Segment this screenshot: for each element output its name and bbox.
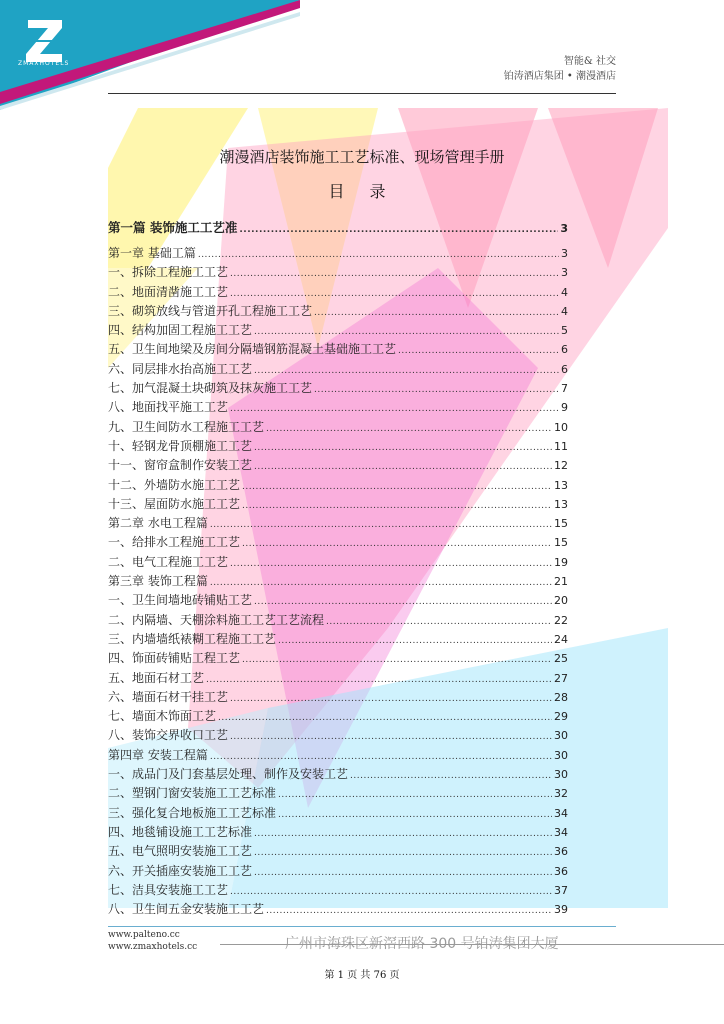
toc-leader-dots: [230, 400, 559, 414]
toc-entry-title: 第一篇 装饰施工工艺准: [108, 220, 238, 235]
toc-entry-title: 二、地面清凿施工工艺: [108, 284, 229, 299]
toc-leader-dots: [350, 767, 552, 781]
toc-entry[interactable]: [108, 360, 568, 379]
toc-leader-dots: [210, 574, 552, 588]
toc-entry[interactable]: [108, 823, 568, 842]
toc-leader-dots: [239, 220, 558, 235]
toc-leader-dots: [326, 613, 552, 627]
toc-leader-dots: [254, 323, 559, 337]
toc-entry[interactable]: [108, 630, 568, 649]
header-right: [504, 54, 616, 84]
toc-entry[interactable]: [108, 398, 568, 417]
toc-leader-dots: [242, 478, 552, 492]
toc-entry-title: 一、卫生间墙地砖铺贴工艺: [108, 593, 253, 608]
toc-entry-page: 4: [561, 304, 568, 318]
page-number: 第 1 页 共 76 页: [324, 970, 400, 981]
toc-leader-dots: [398, 342, 559, 356]
logo-wordmark: ZMAXHOTELS: [18, 60, 70, 67]
toc-leader-dots: [314, 304, 559, 318]
toc-entry-page: 11: [554, 439, 568, 453]
toc-entry-page: 6: [561, 343, 568, 357]
toc-leader-dots: [230, 883, 552, 897]
toc-leader-dots: [254, 593, 552, 607]
toc-entry-page: 19: [554, 555, 568, 569]
toc-entry[interactable]: [108, 495, 568, 514]
toc-entry[interactable]: [108, 437, 568, 456]
toc-entry-title: 四、结构加固工程施工工艺: [108, 323, 253, 338]
toc-leader-dots: [230, 285, 559, 299]
toc-entry[interactable]: [108, 765, 568, 784]
toc-leader-dots: [242, 497, 552, 511]
toc-entry-page: 36: [554, 864, 568, 878]
toc-entry-page: 30: [554, 748, 568, 762]
toc-leader-dots: [230, 555, 552, 569]
toc-entry-page: 30: [554, 768, 568, 782]
toc-entry-title: 二、塑钢门窗安装施工工艺标准: [108, 786, 277, 801]
toc-entry-title: 第一章 基础工篇: [108, 246, 196, 260]
toc-entry[interactable]: [108, 533, 568, 552]
toc-entry-page: 30: [554, 729, 568, 743]
toc-entry-title: 六、墙面石材干挂工艺: [108, 689, 229, 704]
toc-entry[interactable]: [108, 321, 568, 340]
toc-entry-page: 25: [554, 652, 568, 666]
toc-entry-title: 八、卫生间五金安装施工工艺: [108, 902, 265, 917]
toc-entry-title: 一、拆除工程施工工艺: [108, 265, 229, 280]
toc-leader-dots: [278, 806, 552, 820]
toc-entry[interactable]: [108, 881, 568, 900]
toc-entry-title: 八、装饰交界收口工艺: [108, 728, 229, 743]
toc-entry-page: 12: [554, 459, 568, 473]
toc-entry-title: 七、加气混凝土块砌筑及抹灰施工工艺: [108, 381, 313, 396]
footer-divider: [220, 944, 724, 945]
document-title: 潮漫酒店装饰施工工艺标准、现场管理手册: [219, 148, 505, 166]
toc-leader-dots: [206, 671, 552, 685]
toc-entry[interactable]: [108, 263, 568, 282]
toc-entry[interactable]: [108, 340, 568, 359]
toc-leader-dots: [210, 748, 552, 762]
toc-entry[interactable]: [108, 726, 568, 745]
toc-entry-title: 六、开关插座安装施工工艺: [108, 863, 253, 878]
toc-leader-dots: [218, 709, 552, 723]
toc-leader-dots: [242, 651, 552, 665]
toc-entry[interactable]: [108, 418, 568, 437]
toc-entry[interactable]: [108, 669, 568, 688]
toc-entry[interactable]: [108, 302, 568, 321]
toc-entry-page: 9: [561, 401, 568, 415]
toc-entry-title: 八、地面找平施工工艺: [108, 400, 229, 415]
toc-leader-dots: [266, 902, 552, 916]
toc-entry-title: 九、卫生间防水工程施工工艺: [108, 419, 265, 434]
toc-entry[interactable]: [108, 379, 568, 398]
toc-entry[interactable]: [108, 707, 568, 726]
toc-entry-title: 五、卫生间地梁及房间分隔墙钢筋混凝土基础施工工艺: [108, 342, 397, 357]
footer-address: 广州市海珠区新滘西路 300 号铂涛集团大厦: [285, 936, 559, 952]
toc-entry-title: 四、地毯铺设施工工艺标准: [108, 824, 253, 839]
toc-entry-title: 四、饰面砖铺贴工程工艺: [108, 651, 241, 666]
toc-entry[interactable]: [108, 611, 568, 630]
toc-leader-dots: [266, 420, 552, 434]
toc-entry-page: 34: [554, 825, 568, 839]
toc-entry-page: 13: [554, 497, 568, 511]
toc-entry-title: 一、成品门及门套基层处理、制作及安装工艺: [108, 767, 349, 782]
toc-leader-dots: [278, 632, 552, 646]
toc-entry-page: 34: [554, 806, 568, 820]
toc-entry[interactable]: [108, 514, 568, 533]
toc-entry-page: 6: [561, 362, 568, 376]
toc-entry-page: 7: [561, 382, 568, 396]
toc-entry-page: 32: [554, 787, 568, 801]
toc-entry-title: 二、电气工程施工工艺: [108, 554, 229, 569]
toc-entry-title: 十一、窗帘盒制作安装工艺: [108, 458, 253, 473]
toc-entry-title: 六、同层排水抬高施工工艺: [108, 361, 253, 376]
toc-entry-title: 五、地面石材工艺: [108, 670, 205, 685]
header-rule: [108, 93, 616, 94]
toc-entry-title: 十二、外墙防水施工工艺: [108, 477, 241, 492]
toc-entry[interactable]: [108, 862, 568, 881]
toc-entry[interactable]: [108, 900, 568, 919]
toc-entry-title: 第四章 安装工程篇: [108, 747, 208, 762]
toc-entry-page: 28: [554, 690, 568, 704]
toc-entry-page: 15: [554, 517, 568, 531]
footer-url-zmax[interactable]: www.zmaxhotels.cc: [108, 942, 198, 952]
toc-entry[interactable]: [108, 591, 568, 610]
toc-entry-page: 3: [561, 266, 568, 280]
toc-entry-page: 10: [554, 420, 568, 434]
toc-entry[interactable]: [108, 649, 568, 668]
toc-leader-dots: [242, 535, 552, 549]
toc-heading: 目 录: [328, 182, 396, 201]
toc-leader-dots: [210, 516, 552, 530]
toc-entry-title: 七、洁具安装施工工艺: [108, 882, 229, 897]
toc-leader-dots: [314, 381, 559, 395]
toc-leader-dots: [254, 439, 552, 453]
toc-entry[interactable]: [108, 456, 568, 475]
footer-links: [108, 929, 197, 953]
toc-entry-title: 二、内隔墙、天棚涂料施工工艺工艺流程: [108, 612, 325, 627]
toc-entry-title: 第二章 水电工程篇: [108, 516, 208, 531]
toc-entry-page: 36: [554, 845, 568, 859]
toc-entry-title: 五、电气照明安装施工工艺: [108, 844, 253, 859]
toc-entry-page: 24: [554, 632, 568, 646]
toc-entry-title: 七、墙面木饰面工艺: [108, 709, 217, 724]
toc-entry[interactable]: [108, 244, 568, 263]
toc-part-entry[interactable]: [108, 218, 568, 244]
toc-entry-page: 21: [554, 575, 568, 589]
toc-entry-page: 3: [560, 222, 568, 235]
toc-entry[interactable]: [108, 784, 568, 803]
toc-entry-page: 20: [554, 594, 568, 608]
toc-entry-title: 第三章 装饰工程篇: [108, 574, 208, 589]
toc-leader-dots: [230, 690, 552, 704]
toc-entry-page: 39: [554, 903, 568, 917]
toc-leader-dots: [278, 786, 552, 800]
toc-entry-title: 十、轻钢龙骨顶棚施工工艺: [108, 438, 253, 453]
toc-entry-page: 5: [561, 324, 568, 338]
toc-leader-dots: [230, 265, 559, 279]
footer-url-palteno[interactable]: www.palteno.cc: [108, 930, 180, 940]
toc-leader-dots: [254, 844, 552, 858]
toc-leader-dots: [230, 728, 552, 742]
toc-leader-dots: [254, 825, 552, 839]
toc-entry[interactable]: [108, 283, 568, 302]
table-of-contents: [108, 218, 568, 919]
toc-entry[interactable]: [108, 746, 568, 765]
toc-leader-dots: [254, 458, 552, 472]
toc-entry-page: 15: [554, 536, 568, 550]
toc-entry[interactable]: [108, 476, 568, 495]
toc-entry[interactable]: [108, 842, 568, 861]
toc-entry-page: 37: [554, 883, 568, 897]
toc-entry-page: 13: [554, 478, 568, 492]
toc-entry-title: 十三、屋面防水施工工艺: [108, 496, 241, 511]
header-brand: 铂涛酒店集团 • 潮漫酒店: [503, 71, 616, 82]
toc-entry-page: 4: [561, 285, 568, 299]
toc-entry-title: 三、砌筑放线与管道开孔工程施工工艺: [108, 303, 313, 318]
footer-rule: [108, 926, 616, 927]
toc-entry-title: 三、内墙墙纸裱糊工程施工工艺: [108, 631, 277, 646]
toc-entry-page: 29: [554, 710, 568, 724]
toc-leader-dots: [198, 246, 559, 260]
toc-entry-title: 一、给排水工程施工工艺: [108, 535, 241, 550]
toc-leader-dots: [254, 864, 552, 878]
toc-entry-title: 三、强化复合地板施工工艺标准: [108, 805, 277, 820]
toc-entry[interactable]: [108, 804, 568, 823]
toc-entry-page: 3: [561, 247, 568, 260]
toc-entry-page: 27: [554, 671, 568, 685]
header-tagline: 智能& 社交: [563, 56, 616, 67]
toc-entry[interactable]: [108, 553, 568, 572]
toc-entry[interactable]: [108, 572, 568, 591]
toc-leader-dots: [254, 362, 559, 376]
toc-entry[interactable]: [108, 688, 568, 707]
toc-entry-page: 22: [554, 613, 568, 627]
zmax-logo-icon: [22, 18, 66, 64]
